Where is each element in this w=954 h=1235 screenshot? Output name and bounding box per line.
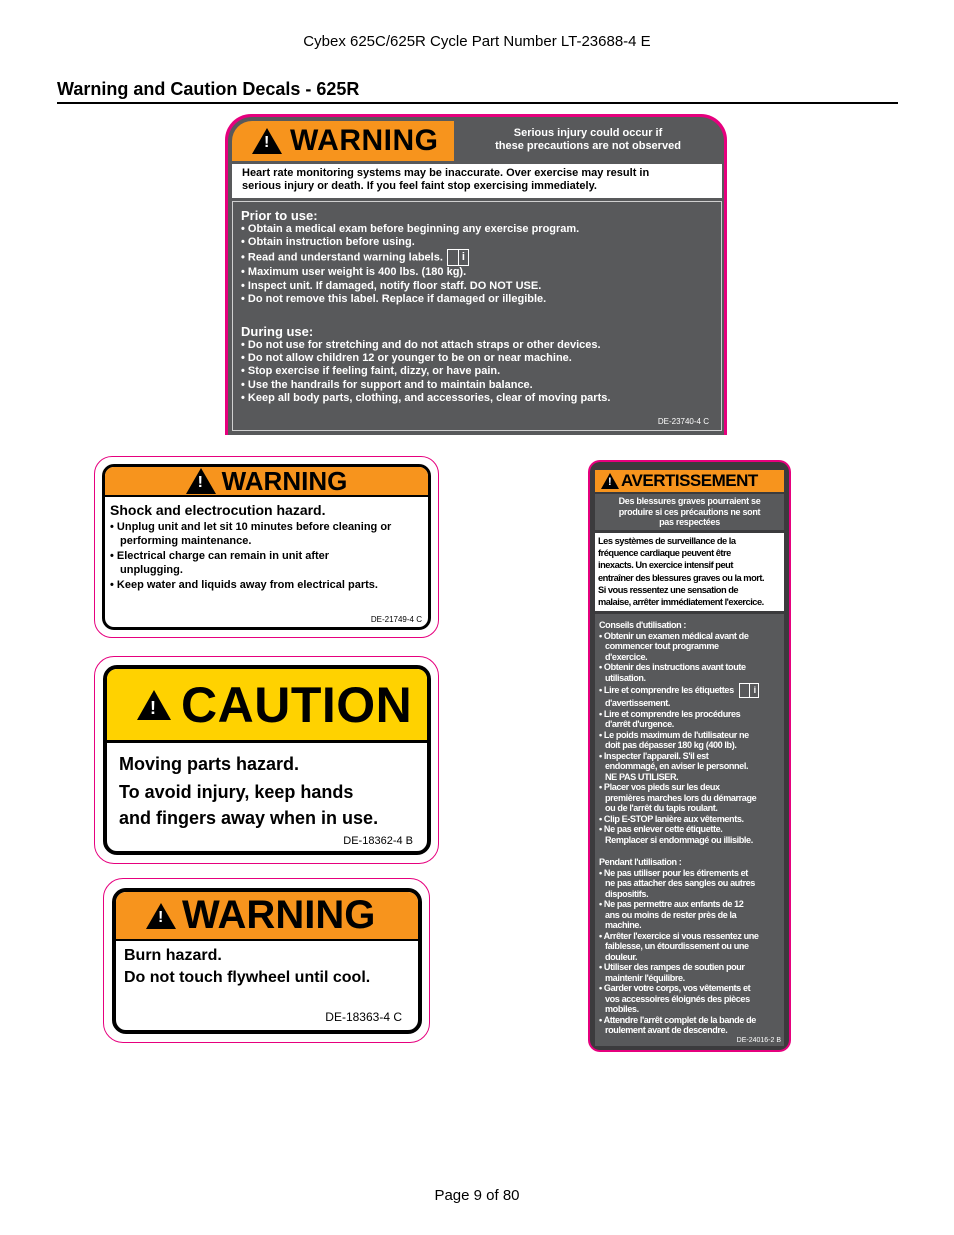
list-item: Remplacer si endommagé ou illisible.: [605, 834, 753, 845]
list-item: faiblesse, un étourdissement ou une: [605, 941, 749, 951]
page-number: Page 9 of 80: [434, 1187, 520, 1204]
manual-book-icon: i: [739, 683, 759, 698]
intro-line: entraîner des blessures graves ou la mort.: [598, 572, 765, 583]
warning-header-text: WARNING: [290, 124, 439, 157]
list-item: [599, 683, 781, 698]
warning-header-bar: [116, 892, 418, 941]
list-item-text: • Lire et comprendre les étiquettes: [599, 684, 734, 695]
list-item: • Clip E-STOP lanière aux vêtements.: [599, 813, 744, 824]
intro-line: inexacts. Un exercice intensif peut: [598, 560, 733, 571]
list-item: • Obtenir des instructions avant toute: [599, 662, 746, 672]
section-divider: [57, 102, 898, 104]
warning-header-text: WARNING: [221, 465, 348, 496]
decal-code: DE-23740-4 C: [657, 417, 709, 426]
french-intro: [595, 533, 784, 611]
document-header: Cybex 625C/625R Cycle Part Number LT-23688-4 E: [303, 33, 651, 50]
list-item: NE PAS UTILISER.: [605, 771, 679, 782]
intro-line: malaise, arrêter immédiatement l'exercice.: [598, 597, 764, 608]
decal-caution: [94, 656, 439, 864]
french-instructions: [595, 614, 784, 1046]
caution-line: To avoid injury, keep hands: [119, 782, 354, 802]
list-item: • Inspect unit. If damaged, notify floor staff. DO NOT USE.: [241, 279, 542, 292]
caution-header-bar: [107, 669, 427, 743]
warning-triangle-icon: [186, 468, 216, 494]
list-item: doit pas dépasser 180 kg (400 lb).: [605, 740, 737, 750]
warning-intro: [232, 164, 722, 198]
list-item: d'exercice.: [605, 651, 648, 662]
shock-line: • Keep water and liquids away from electrical parts.: [110, 578, 378, 591]
list-item: • Ne pas permettre aux enfants de 12: [599, 899, 744, 909]
warning-header-bar: [105, 467, 428, 497]
list-item: • Ne pas utiliser pour les étirements et: [599, 867, 748, 878]
list-item: vos accessoires éloignés des pièces: [605, 993, 750, 1004]
warning-triangle-icon: [252, 128, 282, 154]
section-title: Warning and Caution Decals - 625R: [57, 79, 360, 99]
list-item: • Garder votre corps, vos vêtements et: [599, 983, 751, 993]
list-item: • Do not use for stretching and do not attach straps or other devices.: [241, 339, 601, 352]
decal-code: DE-18362-4 B: [343, 835, 413, 847]
intro-line: fréquence cardiaque peuvent être: [598, 548, 731, 559]
list-item: • Obtain instruction before using.: [241, 236, 415, 249]
warning-header-bar: [232, 121, 454, 161]
list-item: commencer tout programme: [605, 641, 719, 651]
decal-main-warning: [225, 114, 727, 435]
decal-burn-warning: [103, 878, 430, 1043]
list-item: • Stop exercise if feeling faint, dizzy, or have pain.: [241, 365, 501, 378]
burn-line: Burn hazard.: [124, 947, 222, 964]
during-heading: During use:: [241, 324, 314, 340]
subtitle-line: these precautions are not observed: [495, 140, 681, 152]
list-item: • Placer vos pieds sur les deux: [599, 782, 720, 792]
warning-header-text: AVERTISSEMENT: [621, 471, 758, 490]
list-item: maintenir l'équilibre.: [605, 972, 685, 983]
list-item: • Ne pas enlever cette étiquette.: [599, 824, 723, 834]
subtitle-line: pas respectées: [659, 517, 720, 527]
shock-line: • Electrical charge can remain in unit after: [110, 549, 330, 562]
decal-code: DE-18363-4 C: [325, 1010, 402, 1024]
caution-header-text: CAUTION: [181, 676, 413, 733]
subtitle-line: Des blessures graves pourraient se: [618, 496, 761, 506]
shock-line: unplugging.: [120, 564, 183, 576]
shock-text: [105, 497, 428, 598]
burn-text: [116, 941, 418, 993]
list-item: machine.: [605, 920, 642, 930]
decal-code: DE-24016-2 B: [736, 1037, 781, 1044]
list-item: dispositifs.: [605, 888, 649, 899]
list-item: roulement avant de descendre.: [605, 1025, 728, 1035]
warning-header-bar: [595, 470, 784, 492]
list-item: • Do not remove this label. Replace if damaged or illegible.: [241, 292, 547, 305]
list-item: [241, 249, 713, 266]
warning-instructions: [232, 201, 722, 431]
list-item: douleur.: [605, 951, 638, 962]
decal-code: DE-21749-4 C: [370, 615, 422, 624]
caution-text: [107, 743, 427, 839]
list-item: endommagé, en aviser le personnel.: [605, 761, 749, 771]
decal-shock-warning: [94, 456, 439, 638]
warning-triangle-icon: [601, 473, 619, 489]
french-subtitle: [595, 494, 784, 530]
list-item: • Maximum user weight is 400 lbs. (180 kg).: [241, 266, 467, 279]
subtitle-line: produire si ces précautions ne sont: [618, 506, 761, 517]
list-item: ans ou moins de rester près de la: [605, 909, 737, 920]
list-item: d'avertissement.: [605, 698, 671, 708]
list-item: • Do not allow children 12 or younger to be on or near machine.: [241, 352, 572, 365]
list-item: ne pas attacher des sangles ou autres: [605, 878, 755, 888]
burn-line: Do not touch flywheel until cool.: [124, 969, 371, 986]
list-item: • Obtain a medical exam before beginning any exercise program.: [241, 223, 580, 235]
warning-triangle-icon: [137, 690, 171, 720]
warning-subtitle: [456, 121, 720, 161]
warning-triangle-icon: [146, 903, 176, 929]
prior-heading: Prior to use:: [241, 208, 318, 223]
intro-line: serious injury or death. If you feel faint stop exercising immediately.: [242, 180, 597, 192]
list-item: • Attendre l'arrêt complet de la bande de: [599, 1014, 756, 1025]
list-item: • Le poids maximum de l'utilisateur ne: [599, 729, 749, 740]
shock-title: Shock and electrocution hazard.: [110, 502, 326, 518]
list-item: d'arrêt d'urgence.: [605, 719, 674, 729]
intro-line: Si vous ressentez une sensation de: [598, 584, 739, 595]
caution-line: Moving parts hazard.: [119, 754, 300, 774]
list-item: • Use the handrails for support and to maintain balance.: [241, 378, 533, 391]
list-item-text: • Read and understand warning labels.: [241, 251, 443, 264]
list-item: premières marches lors du démarrage: [605, 792, 757, 803]
list-item: utilisation.: [605, 672, 646, 683]
list-item: • Obtenir un examen médical avant de: [599, 630, 749, 641]
intro-line: Heart rate monitoring systems may be inaccurate. Over exercise may result in: [242, 167, 650, 179]
list-item: • Lire et comprendre les procédures: [599, 708, 741, 719]
list-item: mobiles.: [605, 1004, 639, 1014]
list-item: • Utiliser des rampes de soutien pour: [599, 962, 745, 972]
manual-book-icon: i: [447, 249, 469, 266]
caution-line: and fingers away when in use.: [119, 808, 379, 828]
intro-line: Les systèmes de surveillance de la: [598, 536, 736, 546]
shock-line: • Unplug unit and let sit 10 minutes before cleaning or: [110, 520, 392, 533]
shock-line: performing maintenance.: [120, 535, 252, 547]
warning-header-text: WARNING: [182, 893, 376, 937]
during-heading: Pendant l'utilisation :: [599, 857, 682, 867]
list-item: ou de l'arrêt du tapis roulant.: [605, 803, 718, 813]
list-item: • Inspecter l'appareil. S'il est: [599, 750, 709, 761]
list-item: • Keep all body parts, clothing, and accessories, clear of moving parts.: [241, 391, 611, 404]
prior-heading: Conseils d'utilisation :: [599, 620, 687, 630]
list-item: • Arrêter l'exercice si vous ressentez une: [599, 930, 759, 941]
decal-french-warning: [588, 460, 791, 1052]
subtitle-line: Serious injury could occur if: [513, 127, 663, 139]
